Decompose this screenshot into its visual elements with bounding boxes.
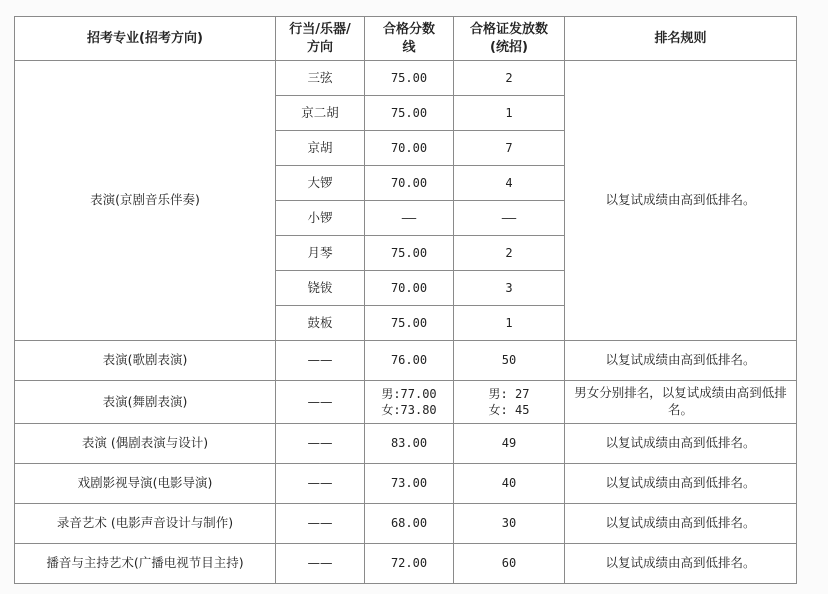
header-role bbox=[276, 17, 365, 61]
role-cell: 大锣 bbox=[276, 166, 365, 201]
table-row bbox=[15, 464, 797, 504]
score-cell: 70.00 bbox=[365, 131, 454, 166]
header-rule: 排名规则 bbox=[565, 17, 797, 61]
cert-cell: —— bbox=[454, 201, 565, 236]
major-cell: 表演(舞剧表演) bbox=[15, 381, 276, 424]
role-cell: 京二胡 bbox=[276, 96, 365, 131]
score-cell: 68.00 bbox=[365, 504, 454, 544]
rule-cell: 以复试成绩由高到低排名。 bbox=[565, 424, 797, 464]
score-cell: —— bbox=[365, 201, 454, 236]
major-cell: 录音艺术 (电影声音设计与制作) bbox=[15, 504, 276, 544]
header-role-line2: 方向 bbox=[306, 39, 333, 55]
role-cell: —— bbox=[276, 544, 365, 584]
cert-cell: 3 bbox=[454, 271, 565, 306]
role-cell: —— bbox=[276, 381, 365, 424]
cert-cell: 49 bbox=[454, 424, 565, 464]
score-cell: 75.00 bbox=[365, 236, 454, 271]
score-male: 男:77.00 bbox=[381, 386, 437, 401]
rule-cell: 以复试成绩由高到低排名。 bbox=[565, 341, 797, 381]
rule-cell: 男女分别排名，以复试成绩由高到低排名。 bbox=[565, 381, 797, 424]
role-cell: —— bbox=[276, 464, 365, 504]
cert-cell: 50 bbox=[454, 341, 565, 381]
major-cell: 表演(歌剧表演) bbox=[15, 341, 276, 381]
cert-cell: 2 bbox=[454, 236, 565, 271]
cert-female: 女: 45 bbox=[488, 403, 530, 417]
table-row bbox=[15, 61, 797, 96]
major-cell: 表演 (偶剧表演与设计) bbox=[15, 424, 276, 464]
score-cell: 75.00 bbox=[365, 306, 454, 341]
table-row bbox=[15, 341, 797, 381]
cert-cell: 60 bbox=[454, 544, 565, 584]
role-cell: 鼓板 bbox=[276, 306, 365, 341]
role-cell: 小锣 bbox=[276, 201, 365, 236]
cert-cell: 2 bbox=[454, 61, 565, 96]
rule-cell: 以复试成绩由高到低排名。 bbox=[565, 544, 797, 584]
header-cert-line2: (统招) bbox=[490, 39, 528, 55]
score-cell bbox=[365, 381, 454, 424]
cert-cell: 4 bbox=[454, 166, 565, 201]
cert-cell bbox=[454, 381, 565, 424]
role-cell: —— bbox=[276, 341, 365, 381]
cert-cell: 1 bbox=[454, 96, 565, 131]
cert-cell: 7 bbox=[454, 131, 565, 166]
table-row bbox=[15, 504, 797, 544]
table-row bbox=[15, 381, 797, 424]
score-cell: 73.00 bbox=[365, 464, 454, 504]
header-score-line2: 线 bbox=[402, 39, 416, 55]
table-row bbox=[15, 424, 797, 464]
header-score bbox=[365, 17, 454, 61]
score-cell: 76.00 bbox=[365, 341, 454, 381]
score-cell: 75.00 bbox=[365, 96, 454, 131]
table-row bbox=[15, 544, 797, 584]
major-cell: 播音与主持艺术(广播电视节目主持) bbox=[15, 544, 276, 584]
role-cell: 月琴 bbox=[276, 236, 365, 271]
score-cell: 83.00 bbox=[365, 424, 454, 464]
rule-cell: 以复试成绩由高到低排名。 bbox=[565, 504, 797, 544]
header-score-line1: 合格分数 bbox=[382, 21, 435, 37]
group-rule-cell: 以复试成绩由高到低排名。 bbox=[565, 61, 797, 341]
major-cell: 戏剧影视导演(电影导演) bbox=[15, 464, 276, 504]
cert-cell: 1 bbox=[454, 306, 565, 341]
header-cert-line1: 合格证发放数 bbox=[469, 21, 548, 37]
role-cell: 京胡 bbox=[276, 131, 365, 166]
role-cell: 三弦 bbox=[276, 61, 365, 96]
score-female: 女:73.80 bbox=[381, 403, 437, 417]
score-cell: 70.00 bbox=[365, 166, 454, 201]
score-cell: 70.00 bbox=[365, 271, 454, 306]
role-cell: —— bbox=[276, 424, 365, 464]
cert-cell: 40 bbox=[454, 464, 565, 504]
rule-cell: 以复试成绩由高到低排名。 bbox=[565, 464, 797, 504]
cert-male: 男: 27 bbox=[488, 386, 530, 401]
header-row bbox=[15, 17, 797, 61]
cert-cell: 30 bbox=[454, 504, 565, 544]
header-major: 招考专业(招考方向) bbox=[15, 17, 276, 61]
group-major-cell: 表演(京剧音乐伴奏) bbox=[15, 61, 276, 341]
header-cert bbox=[454, 17, 565, 61]
score-cell: 75.00 bbox=[365, 61, 454, 96]
role-cell: —— bbox=[276, 504, 365, 544]
admission-results-table bbox=[14, 16, 797, 584]
score-cell: 72.00 bbox=[365, 544, 454, 584]
role-cell: 铙钹 bbox=[276, 271, 365, 306]
header-role-line1: 行当/乐器/ bbox=[289, 21, 351, 37]
